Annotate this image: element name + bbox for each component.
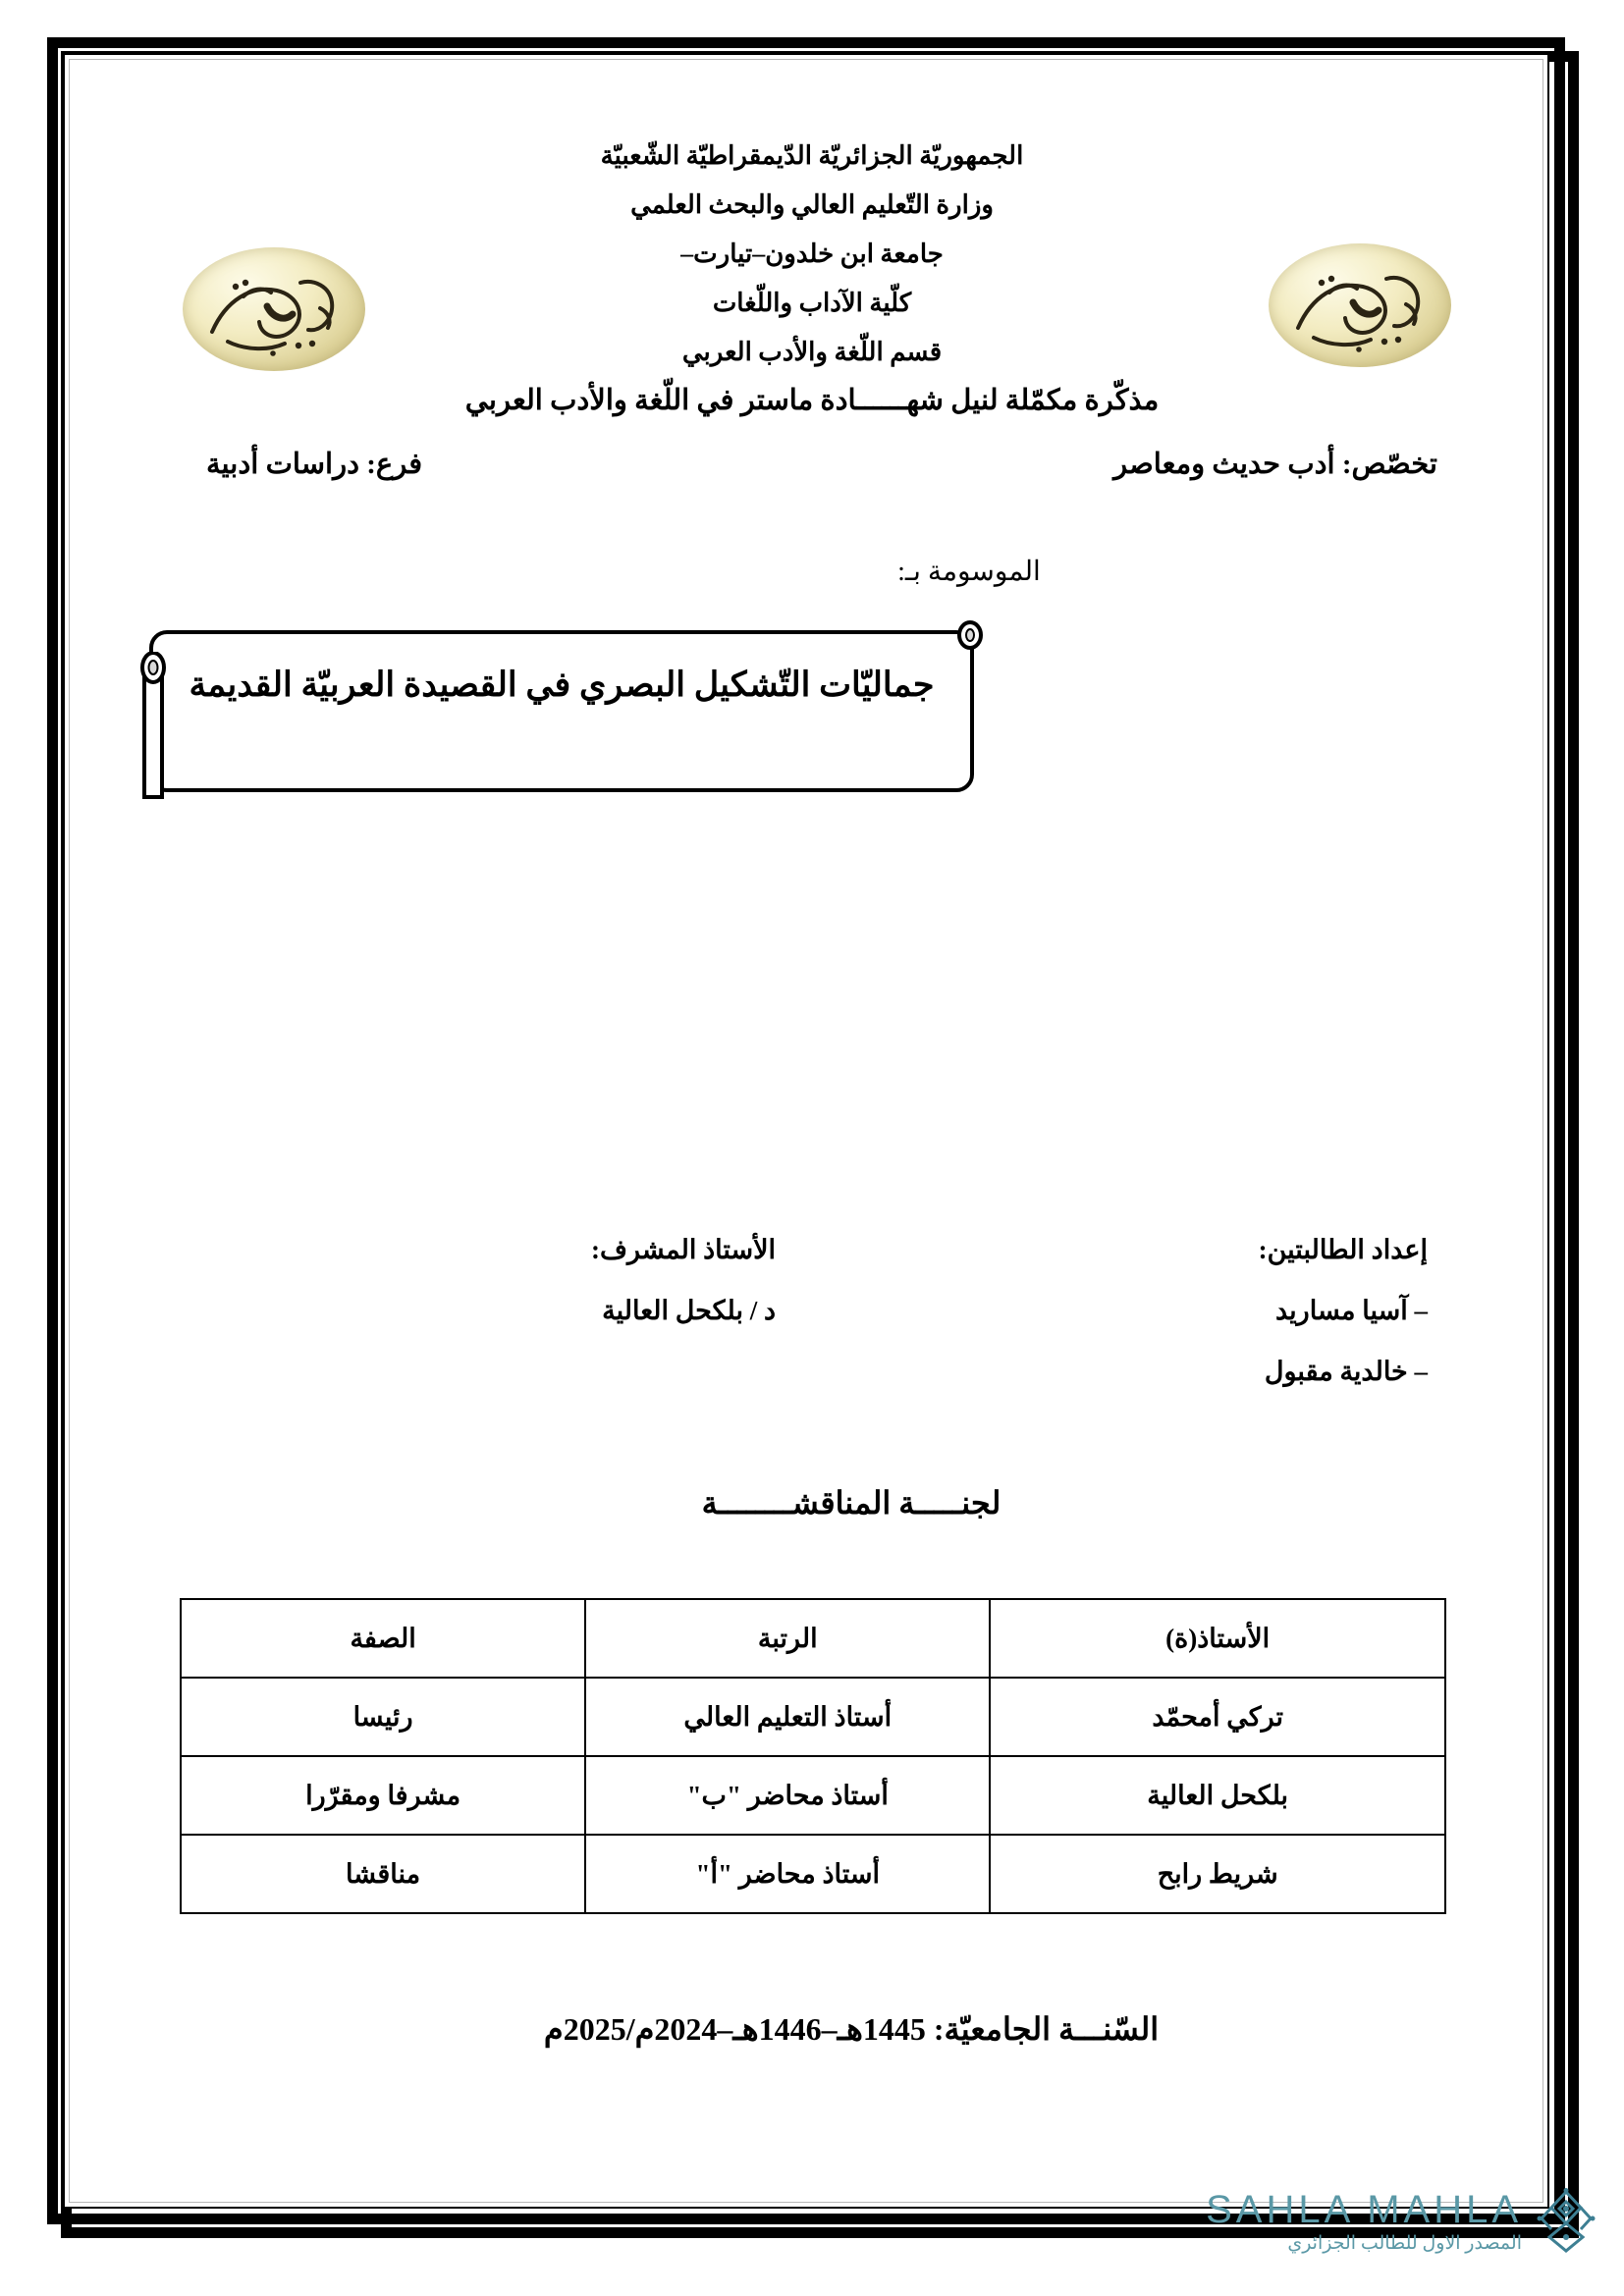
jury-rank-3: أستاذ محاضر "أ" — [585, 1835, 990, 1913]
table-header-row — [181, 1599, 1445, 1678]
jury-committee-table — [180, 1598, 1446, 1914]
jury-role-2: مشرفا ومقرّرا — [181, 1756, 585, 1835]
scroll-curl-right-icon — [952, 620, 988, 650]
watermark-title: SAHLA MAHLA — [1206, 2187, 1522, 2231]
branch-label: فرع: دراسات أدبية — [206, 449, 423, 480]
students-label: إعداد الطالبتين: — [1258, 1235, 1428, 1264]
header-line-department: قسم اللّغة والأدب العربي — [681, 338, 943, 366]
column-header-role: الصفة — [181, 1599, 585, 1678]
specialization-row — [206, 447, 1437, 481]
table-row — [181, 1678, 1445, 1756]
entitled-label: الموسومة بـ: — [897, 557, 1041, 587]
entitled-label-wrapper — [0, 555, 1624, 588]
student-name-2: – خالدية مقبول — [1264, 1357, 1428, 1386]
committee-heading: لجنـــــة المناقشــــــــة — [701, 1485, 1001, 1521]
jury-name-2: بلكحل العالية — [990, 1756, 1445, 1835]
sahla-mahla-diamond-logo-icon — [1536, 2188, 1597, 2255]
jury-name-1: تركي أمحمّد — [990, 1678, 1445, 1756]
table-row — [181, 1835, 1445, 1913]
header-line-university: جامعة ابن خلدون–تيارت– — [680, 240, 944, 268]
jury-rank-1: أستاذ التعليم العالي — [585, 1678, 990, 1756]
jury-role-3: مناقشا — [181, 1835, 585, 1913]
supervisor-label: الأستاذ المشرف: — [591, 1235, 776, 1264]
academic-year: السّنـــة الجامعيّة: 1445هـ–1446هـ–2024م/2025م — [543, 2011, 1160, 2047]
header-line-faculty: كلّية الآداب واللّغات — [712, 289, 912, 317]
specialization-label: تخصّص: أدب حديث ومعاصر — [1113, 449, 1437, 480]
thesis-title: جماليّات التّشكيل البصري في القصيدة العربيّة القديمة — [189, 666, 935, 704]
table-row — [181, 1756, 1445, 1835]
watermark — [1206, 2188, 1597, 2255]
degree-statement: مذكّرة مكمّلة لنيل شهــــــادة ماستر في اللّغة والأدب العربي — [464, 385, 1160, 416]
academic-year-wrapper — [0, 2010, 1624, 2048]
column-header-professor: الأستاذ(ة) — [990, 1599, 1445, 1678]
header-line-ministry: وزارة التّعليم العالي والبحث العلمي — [630, 190, 994, 219]
institution-header — [0, 132, 1624, 377]
jury-role-1: رئيسا — [181, 1678, 585, 1756]
thesis-title-banner — [149, 630, 974, 792]
jury-rank-2: أستاذ محاضر "ب" — [585, 1756, 990, 1835]
students-block — [1247, 1219, 1428, 1402]
watermark-text — [1206, 2189, 1522, 2255]
watermark-subtitle: المصدر الاول للطالب الجزائري — [1287, 2232, 1522, 2254]
supervisor-name: د / بلكحل العالية — [602, 1296, 776, 1325]
column-header-rank: الرتبة — [585, 1599, 990, 1678]
supervisor-block — [481, 1219, 776, 1341]
student-name-1: – آسيا مساريد — [1275, 1296, 1428, 1325]
header-line-republic: الجمهوريّة الجزائريّة الدّيمقراطيّة الشّعبيّة — [600, 141, 1024, 170]
jury-name-3: شريط رابح — [990, 1835, 1445, 1913]
committee-heading-wrapper — [0, 1484, 1624, 1522]
